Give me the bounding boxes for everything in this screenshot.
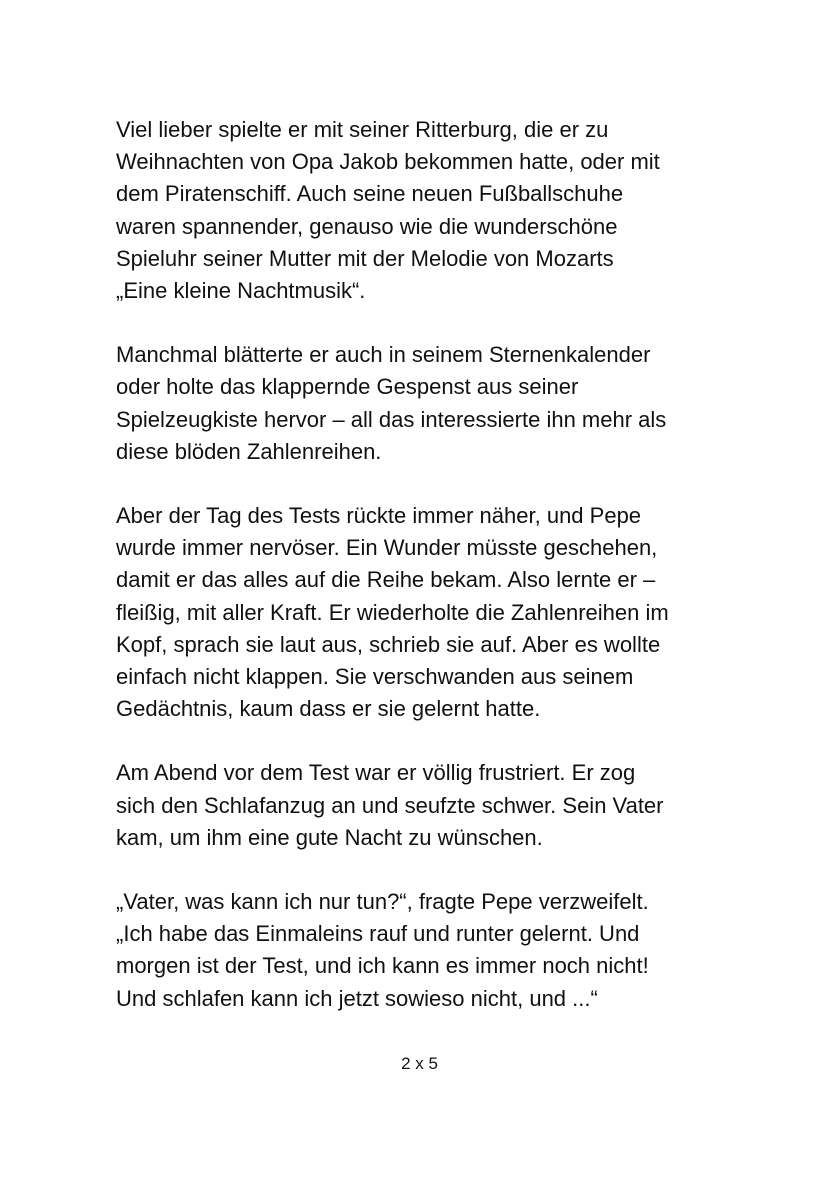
text-line: „Eine kleine Nachtmusik“. xyxy=(116,278,366,304)
text-line: oder holte das klappernde Gespenst aus seiner xyxy=(116,374,579,400)
text-line: fleißig, mit aller Kraft. Er wiederholte die Zahlenreihen im xyxy=(116,599,669,625)
text-line: sich den Schlafanzug an und seufzte schwer. Sein Vater xyxy=(116,792,664,818)
text-line: Spieluhr seiner Mutter mit der Melodie von Mozarts xyxy=(116,245,614,271)
text-line: damit er das alles auf die Reihe bekam. Also lernte er – xyxy=(116,567,656,593)
text-line: waren spannender, genauso wie die wunderschöne xyxy=(116,213,618,239)
text-line: Kopf, sprach sie laut aus, schrieb sie auf. Aber es wollte xyxy=(116,631,661,657)
text-line: dem Piratenschiff. Auch seine neuen Fußballschuhe xyxy=(116,181,624,207)
text-line: Weihnachten von Opa Jakob bekommen hatte, oder mit xyxy=(116,149,660,175)
story-text xyxy=(116,114,736,1047)
paragraph-4 xyxy=(116,757,736,854)
text-line: wurde immer nervöser. Ein Wunder müsste geschehen, xyxy=(116,535,658,561)
text-line: Aber der Tag des Tests rückte immer näher, und Pepe xyxy=(116,503,642,529)
paragraph-3 xyxy=(116,500,736,725)
text-line: einfach nicht klappen. Sie verschwanden aus seinem xyxy=(116,664,634,690)
text-line: diese blöden Zahlenreihen. xyxy=(116,438,382,464)
page-number: 2 x 5 xyxy=(401,1054,438,1073)
text-line: Am Abend vor dem Test war er völlig frustriert. Er zog xyxy=(116,760,636,786)
text-line: morgen ist der Test, und ich kann es immer noch nicht! xyxy=(116,953,649,979)
paragraph-2 xyxy=(116,339,736,468)
text-line: Spielzeugkiste hervor – all das interessierte ihn mehr als xyxy=(116,406,667,432)
text-line: „Vater, was kann ich nur tun?“, fragte Pepe verzweifelt. xyxy=(116,889,649,915)
text-line: Manchmal blätterte er auch in seinem Sternenkalender xyxy=(116,342,651,368)
text-line: „Ich habe das Einmaleins rauf und runter gelernt. Und xyxy=(116,921,640,947)
paragraph-5 xyxy=(116,886,736,1015)
text-line: Und schlafen kann ich jetzt sowieso nicht, und ...“ xyxy=(116,985,598,1011)
text-line: Gedächtnis, kaum dass er sie gelernt hatte. xyxy=(116,696,541,722)
text-line: Viel lieber spielte er mit seiner Ritterburg, die er zu xyxy=(116,117,609,142)
paragraph-1 xyxy=(116,114,736,307)
text-line: kam, um ihm eine gute Nacht zu wünschen. xyxy=(116,824,543,850)
